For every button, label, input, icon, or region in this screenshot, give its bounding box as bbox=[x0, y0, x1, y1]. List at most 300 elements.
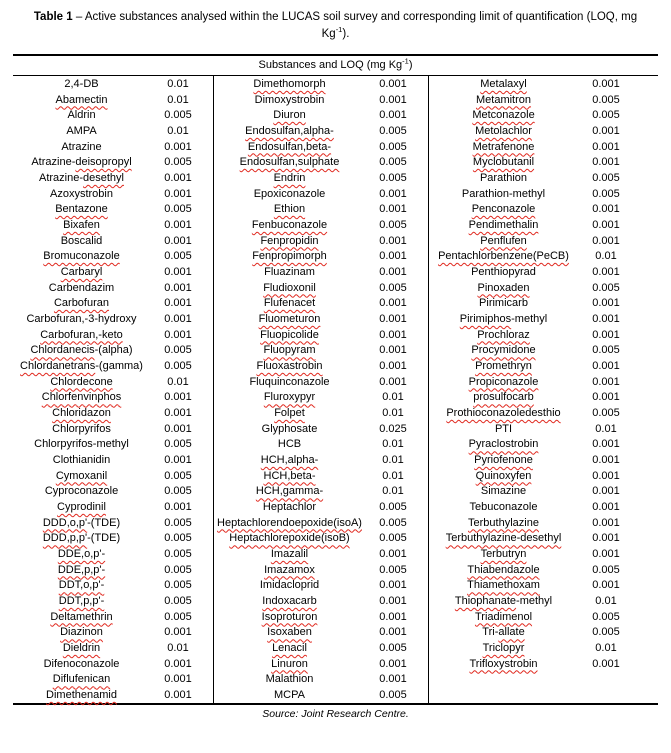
loq-value: 0.005 bbox=[164, 438, 192, 451]
substance-name: Glyphosate bbox=[261, 422, 318, 435]
substance-name: Myclobutanil bbox=[472, 156, 535, 169]
loq-value: 0.001 bbox=[379, 77, 407, 90]
substance-column-3 bbox=[428, 76, 658, 703]
substance-name: Linuron bbox=[271, 657, 308, 670]
loq-value: 0.001 bbox=[164, 689, 192, 702]
substance-name: Chlorpyrifos bbox=[52, 422, 111, 435]
table-row bbox=[429, 342, 658, 358]
substance-name: Cyproconazole bbox=[44, 485, 119, 498]
substance-name: Prothioconazoledesthio bbox=[446, 406, 561, 419]
substance-name: Metolachlor bbox=[475, 124, 532, 137]
table-row bbox=[13, 92, 213, 108]
table-row bbox=[214, 578, 428, 594]
loq-value: 0.001 bbox=[592, 328, 620, 341]
table-row bbox=[214, 656, 428, 672]
loq-value: 0.005 bbox=[379, 171, 407, 184]
loq-value: 0.01 bbox=[167, 375, 189, 388]
table-row bbox=[214, 389, 428, 405]
loq-value: 0.001 bbox=[592, 297, 620, 310]
loq-value: 0.001 bbox=[592, 453, 620, 466]
loq-value: 0.01 bbox=[595, 250, 617, 263]
table-row bbox=[429, 609, 658, 625]
substance-name: Simazine bbox=[480, 485, 527, 498]
loq-value: 0.005 bbox=[592, 187, 620, 200]
substance-name: Bixafen bbox=[63, 218, 100, 231]
table-row bbox=[214, 123, 428, 139]
substance-name: Terbutryn bbox=[480, 547, 527, 560]
substance-name: Chlorpyrifos-methyl bbox=[34, 438, 129, 451]
table-row bbox=[214, 593, 428, 609]
substance-column-1 bbox=[13, 76, 213, 703]
loq-value: 0.005 bbox=[379, 516, 407, 529]
caption-superscript: -1 bbox=[335, 25, 343, 35]
loq-value: 0.001 bbox=[379, 344, 407, 357]
substance-name: Prochloraz bbox=[477, 328, 530, 341]
table-row bbox=[214, 687, 428, 703]
substance-name: Thiophanate-methyl bbox=[454, 595, 553, 607]
substance-name: Endosulfan,sulphate bbox=[239, 156, 340, 169]
table-row bbox=[13, 483, 213, 499]
table-row bbox=[429, 656, 658, 672]
loq-value: 0.001 bbox=[379, 187, 407, 200]
loq-value: 0.01 bbox=[382, 453, 404, 466]
loq-value: 0.005 bbox=[592, 109, 620, 122]
loq-value: 0.01 bbox=[167, 77, 189, 90]
substance-name: HCH,gamma- bbox=[255, 485, 324, 498]
table-row bbox=[429, 154, 658, 170]
loq-value: 0.001 bbox=[592, 218, 620, 231]
substance-name: Chlordanecis-(alpha) bbox=[30, 344, 133, 357]
loq-value: 0.01 bbox=[382, 438, 404, 451]
substance-name: Quinoxyfen bbox=[475, 469, 532, 482]
loq-value: 0.001 bbox=[164, 626, 192, 639]
table-row bbox=[214, 311, 428, 327]
table-row bbox=[429, 76, 658, 92]
table-row bbox=[13, 123, 213, 139]
caption-label: Table 1 bbox=[33, 11, 73, 23]
loq-value: 0.01 bbox=[382, 406, 404, 419]
table-row bbox=[214, 405, 428, 421]
table-row bbox=[13, 546, 213, 562]
table-row bbox=[214, 342, 428, 358]
loq-value: 0.001 bbox=[592, 375, 620, 388]
table-row bbox=[214, 499, 428, 515]
loq-value: 0.005 bbox=[592, 281, 620, 294]
table-row bbox=[214, 139, 428, 155]
table-row bbox=[429, 248, 658, 264]
substance-name: HCH,alpha- bbox=[260, 453, 319, 466]
substance-name: DDT,o,p'- bbox=[58, 579, 105, 592]
loq-value: 0.005 bbox=[379, 689, 407, 702]
loq-value: 0.001 bbox=[164, 297, 192, 310]
substance-name: Propiconazole bbox=[468, 375, 539, 388]
loq-value: 0.005 bbox=[379, 500, 407, 513]
loq-value: 0.001 bbox=[379, 375, 407, 388]
substance-name: Parathion-methyl bbox=[461, 187, 546, 200]
substance-name: Thiamethoxam bbox=[467, 579, 540, 592]
substance-name: DDE,o,p'- bbox=[57, 547, 106, 560]
loq-value: 0.001 bbox=[164, 312, 192, 325]
substance-name: Fenpropimorph bbox=[252, 250, 327, 263]
substance-name: Fluoxastrobin bbox=[256, 359, 323, 372]
substance-name: prosulfocarb bbox=[473, 391, 534, 404]
substance-name: Bentazone bbox=[55, 203, 108, 216]
table-row bbox=[13, 687, 213, 703]
table-row bbox=[214, 248, 428, 264]
table-row bbox=[214, 468, 428, 484]
loq-value: 0.001 bbox=[592, 579, 620, 592]
table-row bbox=[13, 139, 213, 155]
substance-name: Fluopicolide bbox=[260, 328, 319, 341]
table-row bbox=[214, 107, 428, 123]
loq-value: 0.01 bbox=[167, 93, 189, 106]
table-row bbox=[13, 170, 213, 186]
loq-value: 0.005 bbox=[379, 156, 407, 169]
table-row bbox=[429, 280, 658, 296]
substance-name: Fluometuron bbox=[258, 312, 321, 325]
loq-value: 0.001 bbox=[164, 422, 192, 435]
substance-name: Pendimethalin bbox=[468, 218, 539, 231]
caption-line2: Kg bbox=[321, 28, 336, 40]
substance-name: Clothianidin bbox=[52, 453, 111, 466]
substance-name: Pyraclostrobin bbox=[468, 438, 539, 451]
substance-name: Carbofuran bbox=[53, 297, 110, 310]
loq-value: 0.001 bbox=[379, 595, 407, 607]
loq-value: 0.005 bbox=[164, 485, 192, 498]
substance-name: Fenpropidin bbox=[260, 234, 319, 247]
table-row bbox=[429, 625, 658, 641]
substance-name: HCH,beta- bbox=[263, 469, 316, 482]
loq-value: 0.005 bbox=[592, 563, 620, 576]
substance-name: Dimethomorph bbox=[253, 77, 326, 90]
loq-value: 0.005 bbox=[164, 109, 192, 122]
loq-value: 0.025 bbox=[379, 422, 407, 435]
table-row bbox=[214, 640, 428, 656]
loq-value: 0.01 bbox=[382, 485, 404, 498]
loq-value: 0.001 bbox=[164, 328, 192, 341]
table-row bbox=[429, 499, 658, 515]
table-header-end: ) bbox=[408, 59, 413, 71]
table-row bbox=[13, 405, 213, 421]
loq-value: 0.005 bbox=[379, 124, 407, 137]
loq-value: 0.001 bbox=[379, 203, 407, 216]
table-row bbox=[13, 311, 213, 327]
loq-value: 0.01 bbox=[595, 595, 617, 607]
loq-value: 0.001 bbox=[592, 485, 620, 498]
table-row bbox=[429, 327, 658, 343]
loq-value: 0.005 bbox=[379, 532, 407, 545]
loq-value: 0.001 bbox=[592, 140, 620, 153]
substance-name: Penflufen bbox=[480, 234, 527, 247]
substance-name: DDD,o,p'-(TDE) bbox=[42, 516, 121, 529]
table-row bbox=[429, 436, 658, 452]
substance-name: Malathion bbox=[265, 673, 314, 686]
table-row bbox=[214, 452, 428, 468]
loq-value: 0.005 bbox=[164, 532, 192, 545]
loq-value: 0.001 bbox=[592, 156, 620, 169]
table-row bbox=[429, 530, 658, 546]
table-row bbox=[13, 154, 213, 170]
table-row bbox=[429, 92, 658, 108]
table-row bbox=[13, 186, 213, 202]
table-row bbox=[13, 358, 213, 374]
loq-value: 0.001 bbox=[164, 281, 192, 294]
table-row bbox=[214, 295, 428, 311]
loq-value: 0.01 bbox=[595, 642, 617, 655]
loq-value: 0.005 bbox=[379, 642, 407, 655]
loq-value: 0.005 bbox=[164, 250, 192, 263]
loq-value: 0.001 bbox=[164, 453, 192, 466]
table-row bbox=[13, 452, 213, 468]
table-row bbox=[13, 499, 213, 515]
loq-value: 0.001 bbox=[379, 626, 407, 639]
substance-name: Imidacloprid bbox=[259, 579, 320, 592]
substance-name: PTI bbox=[494, 422, 513, 435]
table-row bbox=[214, 436, 428, 452]
substance-name: Pentachlorbenzene(PeCB) bbox=[438, 250, 569, 263]
caption-line2-end: ). bbox=[342, 28, 350, 40]
substance-column-2 bbox=[213, 76, 428, 703]
loq-value: 0.001 bbox=[164, 673, 192, 686]
substance-name: Promethryn bbox=[475, 359, 532, 372]
table-row bbox=[429, 515, 658, 531]
loq-value: 0.005 bbox=[164, 610, 192, 623]
table-row bbox=[13, 656, 213, 672]
substance-name: Folpet bbox=[274, 406, 305, 419]
substance-name: Atrazine-desethyl bbox=[38, 171, 124, 184]
loq-value: 0.005 bbox=[164, 203, 192, 216]
substance-name: Flufenacet bbox=[263, 297, 316, 310]
table-row bbox=[214, 280, 428, 296]
substance-name: Terbuthylazine bbox=[468, 516, 539, 529]
substance-name: Epoxiconazole bbox=[253, 187, 326, 200]
loq-value: 0.001 bbox=[592, 657, 620, 670]
table-row bbox=[13, 264, 213, 280]
substance-name: DDE,p,p'- bbox=[57, 563, 106, 576]
table-row bbox=[429, 374, 658, 390]
loq-value: 0.005 bbox=[592, 406, 620, 419]
table-row bbox=[429, 139, 658, 155]
loq-value: 0.005 bbox=[592, 626, 620, 639]
table-row bbox=[13, 609, 213, 625]
table-row bbox=[429, 468, 658, 484]
loq-value: 0.01 bbox=[167, 642, 189, 655]
table-row bbox=[429, 578, 658, 594]
substance-name: Bromuconazole bbox=[43, 250, 120, 263]
table-row bbox=[429, 107, 658, 123]
substance-name: Chloridazon bbox=[52, 406, 111, 419]
substance-name: Tri-allate bbox=[482, 626, 525, 639]
table-row bbox=[214, 546, 428, 562]
table-row bbox=[214, 672, 428, 688]
table-row bbox=[429, 123, 658, 139]
substance-name: Fluazinam bbox=[264, 265, 315, 278]
table-header-superscript: -1 bbox=[402, 56, 409, 66]
substance-name: Triadimenol bbox=[474, 610, 533, 623]
table-header bbox=[13, 54, 658, 76]
substance-name: Heptachlorendoepoxide(isoA) bbox=[217, 516, 362, 529]
loq-value: 0.001 bbox=[164, 500, 192, 513]
table-row bbox=[13, 248, 213, 264]
loq-value: 0.005 bbox=[164, 156, 192, 169]
table-row bbox=[214, 374, 428, 390]
substance-name: Difenoconazole bbox=[43, 657, 120, 670]
substance-name: Pyriofenone bbox=[474, 453, 533, 466]
loq-value: 0.001 bbox=[164, 218, 192, 231]
table-row bbox=[214, 186, 428, 202]
substance-name: Boscalid bbox=[60, 234, 103, 247]
loq-value: 0.001 bbox=[379, 297, 407, 310]
loq-value: 0.01 bbox=[382, 391, 404, 404]
loq-value: 0.005 bbox=[379, 140, 407, 153]
loq-value: 0.001 bbox=[379, 234, 407, 247]
loq-value: 0.001 bbox=[164, 234, 192, 247]
table-row bbox=[214, 483, 428, 499]
loq-value: 0.001 bbox=[592, 312, 620, 325]
substance-name: Cymoxanil bbox=[55, 469, 108, 482]
table-row bbox=[214, 92, 428, 108]
loq-value: 0.001 bbox=[592, 469, 620, 482]
loq-value: 0.001 bbox=[379, 610, 407, 623]
loq-value: 0.001 bbox=[592, 438, 620, 451]
table-row bbox=[429, 186, 658, 202]
table-row bbox=[214, 421, 428, 437]
table-row bbox=[214, 515, 428, 531]
substance-name: Ethion bbox=[273, 203, 306, 216]
table-row bbox=[214, 233, 428, 249]
loq-value: 0.001 bbox=[592, 547, 620, 560]
loq-value: 0.005 bbox=[164, 563, 192, 576]
loq-value: 0.005 bbox=[164, 547, 192, 560]
table-row bbox=[214, 625, 428, 641]
table-row bbox=[13, 201, 213, 217]
loq-value: 0.001 bbox=[379, 109, 407, 122]
loq-value: 0.001 bbox=[164, 657, 192, 670]
loq-value: 0.001 bbox=[379, 93, 407, 106]
table-row bbox=[214, 562, 428, 578]
loq-value: 0.001 bbox=[379, 547, 407, 560]
loq-value: 0.005 bbox=[164, 595, 192, 607]
substance-name: Atrazine-deisopropyl bbox=[31, 156, 132, 169]
table-row bbox=[13, 389, 213, 405]
substance-name: Thiabendazole bbox=[467, 563, 540, 576]
loq-value: 0.01 bbox=[595, 422, 617, 435]
substance-name: Fluroxypyr bbox=[263, 391, 316, 404]
table-row bbox=[429, 311, 658, 327]
loq-value: 0.001 bbox=[379, 250, 407, 263]
table-row bbox=[429, 562, 658, 578]
substance-name: Chlordecone bbox=[50, 375, 113, 388]
table-row bbox=[214, 609, 428, 625]
loq-value: 0.001 bbox=[592, 500, 620, 513]
substance-name: Isoproturon bbox=[261, 610, 318, 623]
table-row bbox=[429, 358, 658, 374]
caption-text: – Active substances analysed within the LUCAS soil survey and corresponding limit of quantification (LOQ, mg bbox=[72, 11, 638, 23]
substance-name: Pirimicarb bbox=[479, 297, 528, 310]
loq-value: 0.001 bbox=[379, 579, 407, 592]
table-row bbox=[429, 405, 658, 421]
substance-name: Fludioxonil bbox=[263, 281, 316, 294]
substance-name: HCB bbox=[277, 438, 302, 451]
substance-name: Heptachlor bbox=[262, 500, 317, 513]
table-row bbox=[429, 452, 658, 468]
substance-name: Imazamox bbox=[264, 563, 315, 576]
loq-value: 0.005 bbox=[379, 218, 407, 231]
substance-name: Fenbuconazole bbox=[251, 218, 328, 231]
substance-name: Penconazole bbox=[471, 203, 536, 216]
loq-value: 0.001 bbox=[592, 391, 620, 404]
loq-value: 0.001 bbox=[379, 265, 407, 278]
table-row bbox=[214, 264, 428, 280]
substance-name: Lenacil bbox=[272, 642, 307, 655]
substance-name: Azoxystrobin bbox=[50, 187, 113, 200]
loq-value: 0.001 bbox=[592, 203, 620, 216]
loq-table bbox=[13, 54, 658, 720]
table-row bbox=[13, 421, 213, 437]
loq-value: 0.001 bbox=[164, 187, 192, 200]
substance-name: Endosulfan,alpha- bbox=[245, 124, 334, 137]
loq-value: 0.001 bbox=[164, 265, 192, 278]
loq-value: 0.001 bbox=[379, 312, 407, 325]
table-row bbox=[13, 280, 213, 296]
loq-value: 0.005 bbox=[592, 344, 620, 357]
substance-name: Dimoxystrobin bbox=[254, 93, 325, 106]
substance-name: Abamectin bbox=[55, 93, 108, 106]
table-row bbox=[13, 593, 213, 609]
substance-name: Imazalil bbox=[270, 547, 309, 560]
substance-name: Parathion bbox=[479, 171, 528, 184]
table-row bbox=[429, 640, 658, 656]
table-row bbox=[214, 530, 428, 546]
substance-name: MCPA bbox=[274, 689, 305, 702]
substance-name: DDD,p,p'-(TDE) bbox=[42, 532, 121, 545]
loq-value: 0.005 bbox=[164, 579, 192, 592]
table-row bbox=[13, 342, 213, 358]
table-row bbox=[13, 672, 213, 688]
loq-value: 0.001 bbox=[164, 140, 192, 153]
substance-name: AMPA bbox=[66, 124, 97, 137]
table-row bbox=[429, 201, 658, 217]
table-row bbox=[429, 217, 658, 233]
table-row bbox=[13, 640, 213, 656]
substance-name: Carbofuran,-3-hydroxy bbox=[26, 312, 137, 325]
substance-name: Fluquinconazole bbox=[249, 375, 330, 388]
substance-name: Aldrin bbox=[67, 109, 96, 122]
loq-value: 0.005 bbox=[592, 93, 620, 106]
table-row bbox=[13, 625, 213, 641]
table-row bbox=[13, 233, 213, 249]
table-row bbox=[13, 436, 213, 452]
table-row bbox=[429, 264, 658, 280]
table-row bbox=[13, 374, 213, 390]
substance-name: Metamitron bbox=[475, 93, 532, 106]
table-row bbox=[13, 217, 213, 233]
substance-name: Carbendazim bbox=[48, 281, 115, 294]
source-note: Source: Joint Research Centre. bbox=[262, 707, 409, 720]
loq-value: 0.001 bbox=[592, 265, 620, 278]
loq-value: 0.001 bbox=[592, 516, 620, 529]
table-row bbox=[429, 546, 658, 562]
substance-name: Endrin bbox=[273, 171, 306, 184]
substance-name: Penthiopyrad bbox=[471, 265, 536, 278]
table-row bbox=[214, 327, 428, 343]
loq-value: 0.001 bbox=[164, 406, 192, 419]
table-row bbox=[214, 154, 428, 170]
substance-name: 2,4-DB bbox=[64, 77, 99, 90]
substance-name: Carbofuran,-keto bbox=[40, 328, 123, 341]
substance-name: Metconazole bbox=[472, 109, 535, 122]
substance-name: Chlorfenvinphos bbox=[41, 391, 122, 404]
